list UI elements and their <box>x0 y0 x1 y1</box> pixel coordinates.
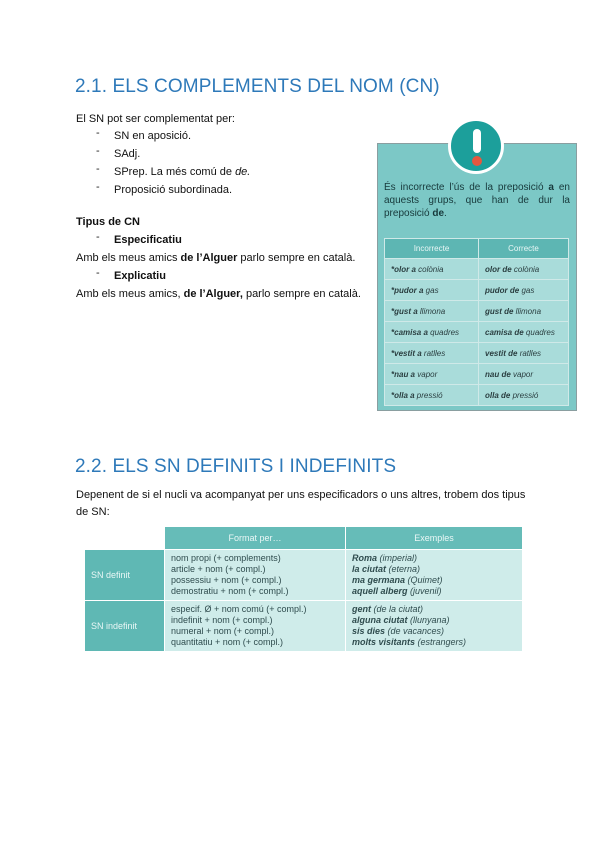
correct-cell: nau de vapor <box>479 364 569 385</box>
format-line: nom propi (+ complements) <box>171 553 281 563</box>
type-explicatiu: Explicatiu <box>114 270 166 282</box>
intro-text: El SN pot ser complementat per: <box>76 113 235 125</box>
row-label: SN definit <box>85 550 165 601</box>
example-line: la ciutat (eterna) <box>352 564 421 574</box>
exclamation-icon <box>448 118 504 174</box>
sn-table <box>84 526 523 652</box>
table-row <box>85 601 523 652</box>
format-line: possessiu + nom (+ compl.) <box>171 575 282 585</box>
section2-intro-line1: Depenent de si el nucli va acompanyat per uns especificadors o uns altres, trobem dos tipus <box>76 489 526 501</box>
table-row <box>385 364 569 385</box>
format-cell <box>165 550 346 601</box>
header-incorrecte: Incorrecte <box>385 239 479 259</box>
correct-cell: vestit de ratlles <box>479 343 569 364</box>
list-item: SAdj. <box>114 148 141 160</box>
incorrect-cell: *olor a colònia <box>385 259 479 280</box>
header-correcte: Correcte <box>479 239 569 259</box>
types-title: Tipus de CN <box>76 216 140 228</box>
incorrect-cell: *gust a llimona <box>385 301 479 322</box>
example-line: sis dies (de vacances) <box>352 626 445 636</box>
table-row <box>385 301 569 322</box>
example-line: gent (de la ciutat) <box>352 604 424 614</box>
incorrect-cell: *vestit a ratlles <box>385 343 479 364</box>
header-exemples: Exemples <box>346 527 523 550</box>
format-line: especif. Ø + nom comú (+ compl.) <box>171 604 307 614</box>
table-row <box>385 343 569 364</box>
examples-cell <box>346 550 523 601</box>
section-title-complements: 2.1. ELS COMPLEMENTS DEL NOM (CN) <box>75 76 440 97</box>
format-line: quantitatiu + nom (+ compl.) <box>171 637 284 647</box>
table-row <box>85 550 523 601</box>
format-line: demostratiu + nom (+ compl.) <box>171 586 289 596</box>
correct-cell: gust de llimona <box>479 301 569 322</box>
table-row <box>385 385 569 406</box>
incorrect-cell: *nau a vapor <box>385 364 479 385</box>
table-row <box>385 322 569 343</box>
format-line: article + nom (+ compl.) <box>171 564 266 574</box>
correct-cell: olla de pressió <box>479 385 569 406</box>
example-line: ma germana (Quimet) <box>352 575 443 585</box>
incorrect-cell: *camisa a quadres <box>385 322 479 343</box>
section-title-definits: 2.2. ELS SN DEFINITS I INDEFINITS <box>75 456 397 477</box>
correct-cell: camisa de quadres <box>479 322 569 343</box>
examples-cell <box>346 601 523 652</box>
format-line: indefinit + nom (+ compl.) <box>171 615 273 625</box>
example-line: alguna ciutat (llunyana) <box>352 615 450 625</box>
example-specificatiu: Amb els meus amics de l’Alguer parlo sempre en català. <box>76 252 356 264</box>
list-item: SPrep. La més comú de de. <box>114 166 251 178</box>
format-cell <box>165 601 346 652</box>
example-explicatiu: Amb els meus amics, de l’Alguer, parlo sempre en català. <box>76 288 361 300</box>
example-line: molts visitants (estrangers) <box>352 637 467 647</box>
list-item: SN en aposició. <box>114 130 192 142</box>
header-format: Format per… <box>165 527 346 550</box>
incorrect-cell: *pudor a gas <box>385 280 479 301</box>
preposition-table <box>384 238 569 406</box>
section2-intro-line2: de SN: <box>76 506 110 518</box>
type-specificatiu: Especificatiu <box>114 234 182 246</box>
example-line: aquell alberg (juvenil) <box>352 586 442 596</box>
format-line: numeral + nom (+ compl.) <box>171 626 275 636</box>
correct-cell: pudor de gas <box>479 280 569 301</box>
example-line: Roma (imperial) <box>352 553 418 563</box>
list-item: Proposició subordinada. <box>114 184 233 196</box>
row-label: SN indefinit <box>85 601 165 652</box>
correct-cell: olor de colònia <box>479 259 569 280</box>
note-text: És incorrecte l’ús de la preposició a en aquests grups, que han de dur la preposició de. <box>384 182 570 219</box>
table-row <box>385 280 569 301</box>
table-row <box>385 259 569 280</box>
incorrect-cell: *olla a pressió <box>385 385 479 406</box>
